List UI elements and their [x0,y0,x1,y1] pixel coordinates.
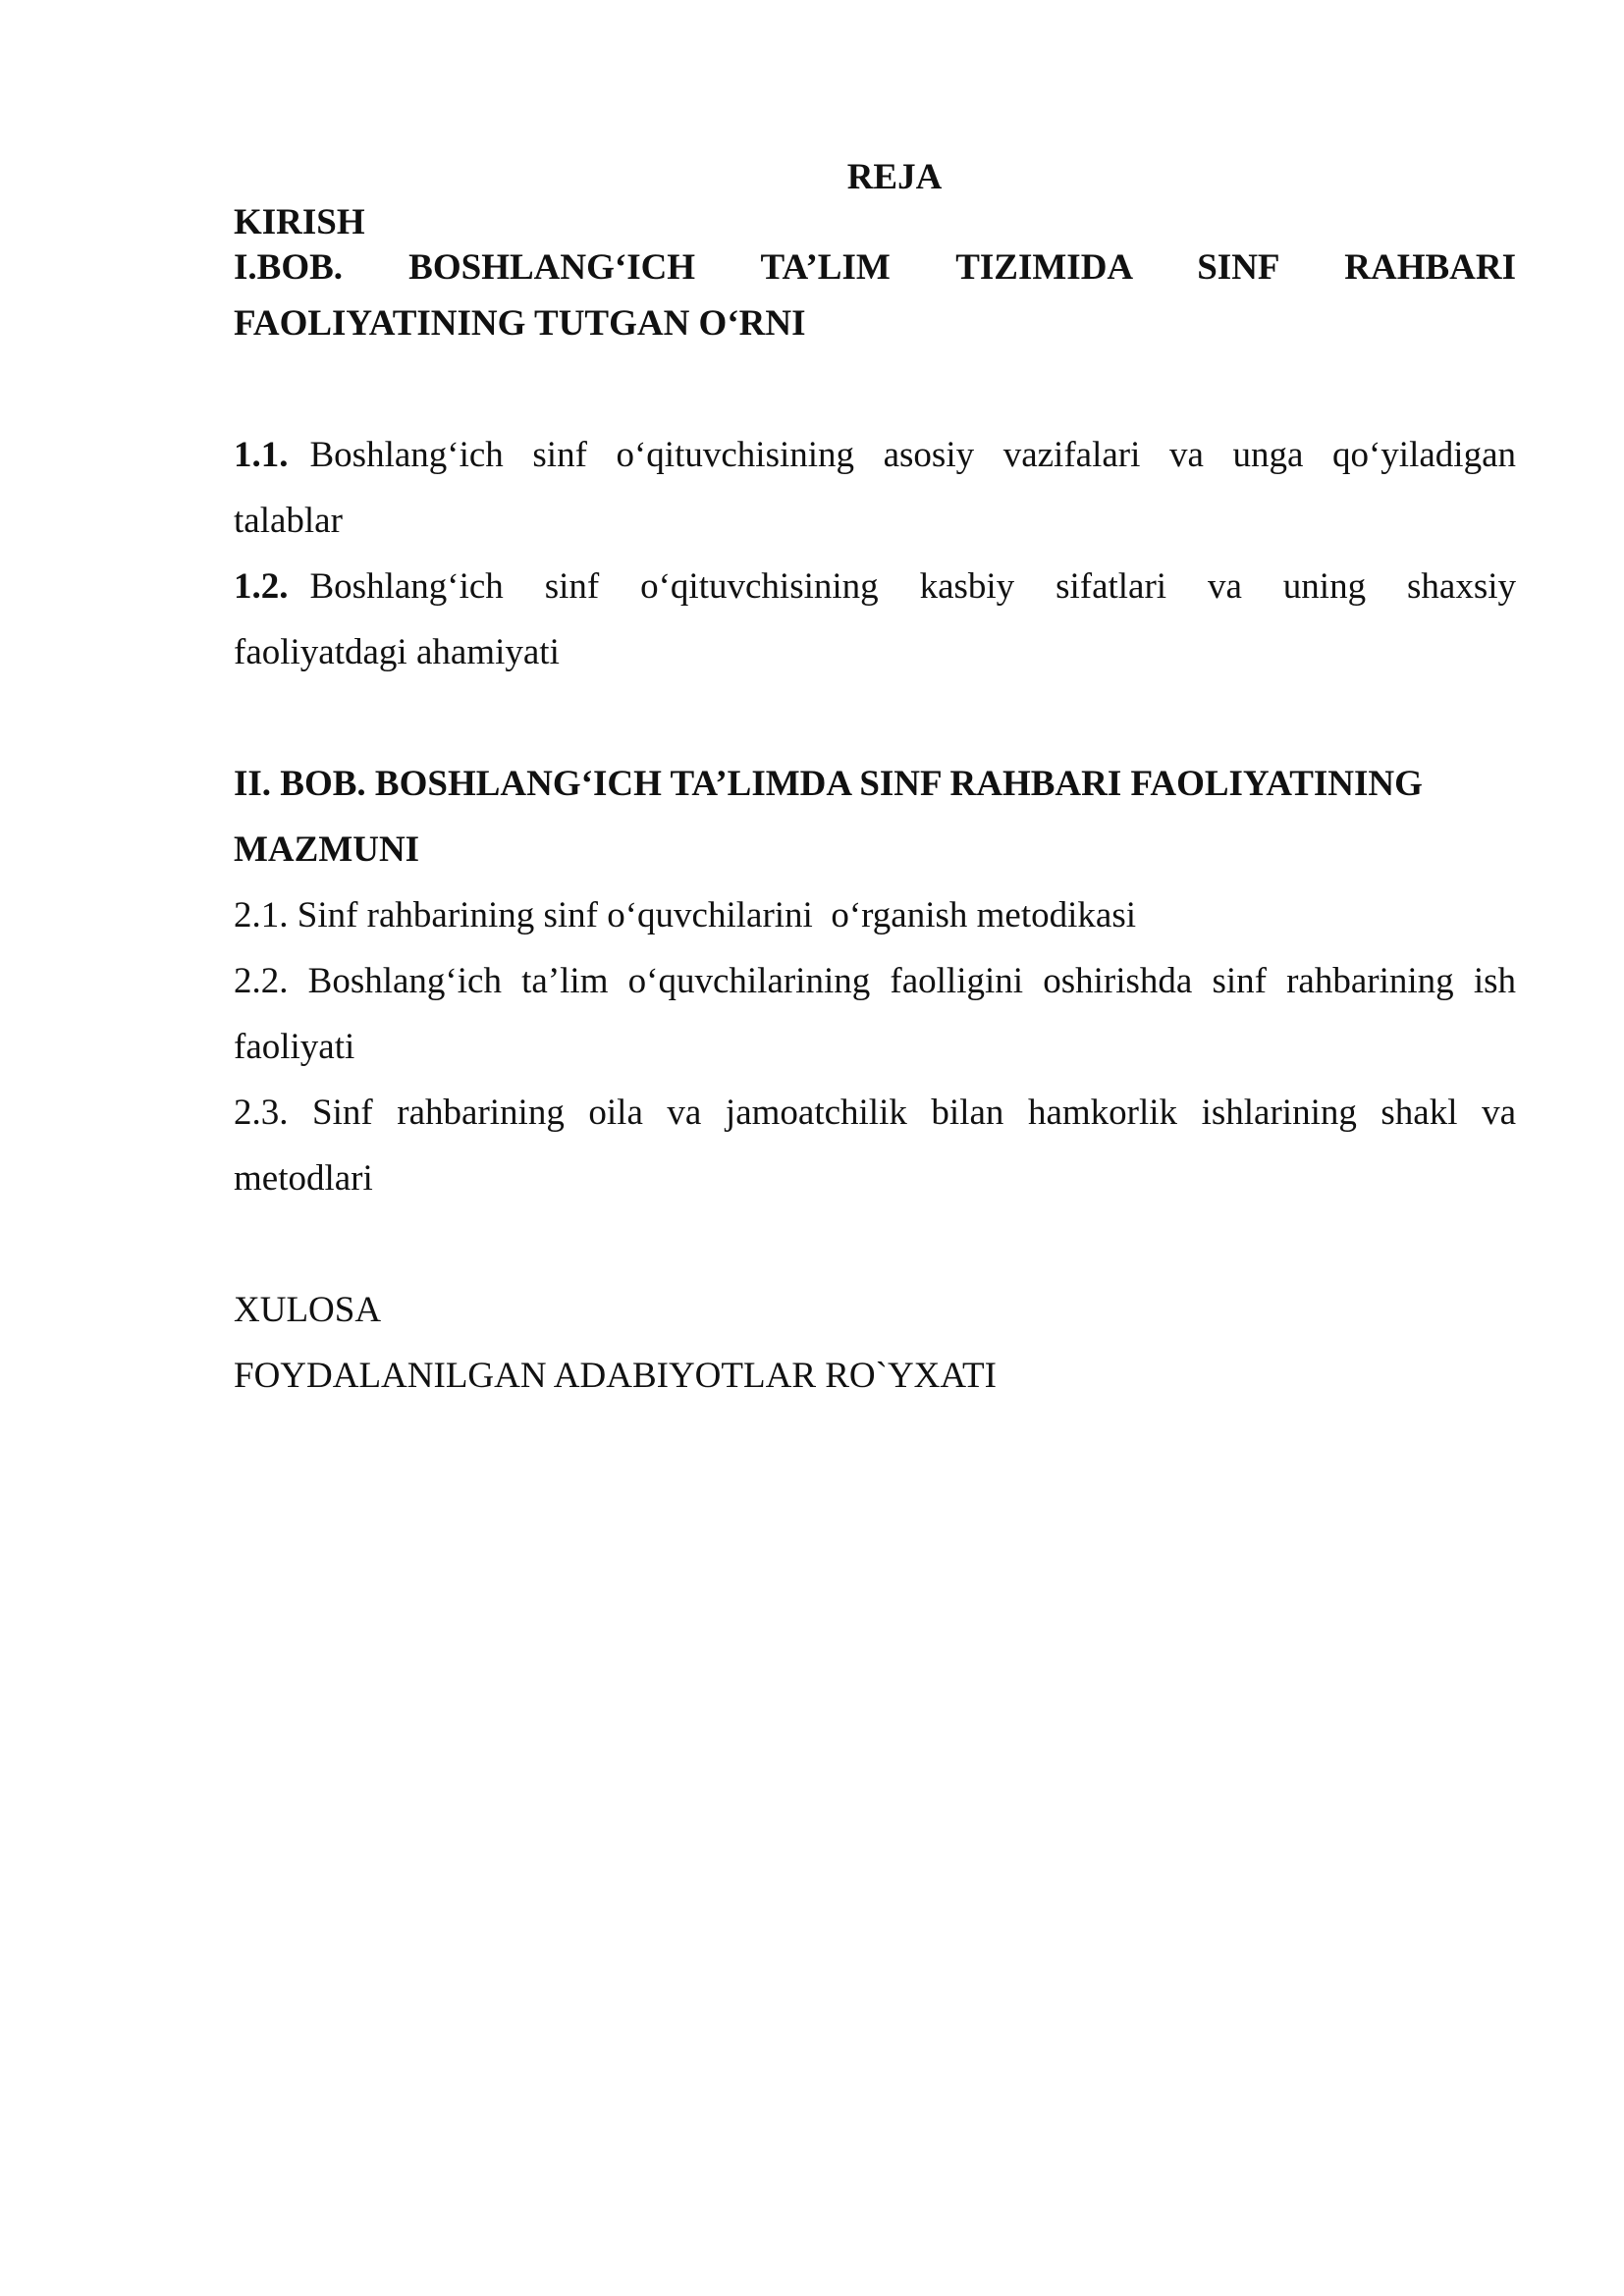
section-2-2-line2: faoliyati [234,1027,355,1067]
page-title: REJA [846,157,943,197]
section-1-1-line1 [234,422,1516,488]
section-2-3-line2: metodlari [234,1158,373,1199]
section-2-3-line1: 2.3. Sinf rahbarining oila va jamoatchilik bilan hamkorlik ishlarining shakl va [234,1093,1516,1133]
section-1-2-line1 [234,554,1516,619]
section-number: 1.2. [234,566,289,607]
spacer [234,356,1516,422]
section-number: 1.1. [234,435,289,475]
section-2-2-line1: 2.2. Boshlang‘ich ta’lim o‘quvchilarining faolligini oshirishda sinf rahbarining ish [234,961,1516,1001]
chapter1-heading-line1: I.BOB. BOSHLANG‘ICH TA’LIM TIZIMIDA SINF RAHBARI [234,247,1516,288]
section-2-1-line1: 2.1. Sinf rahbarining sinf o‘quvchilarini o‘rganish metodikasi [234,895,1137,935]
intro-heading: KIRISH [234,202,365,242]
chapter2-heading-line2: MAZMUNI [234,829,420,870]
spacer [234,1211,1516,1277]
section-1-2-line2: faoliyatdagi ahamiyati [234,632,560,672]
section-1-1-line2: talablar [234,501,343,541]
chapter2-heading-line1: II. BOB. BOSHLANG‘ICH TA’LIMDA SINF RAHBARI FAOLIYATINING [234,764,1423,804]
plan-content [234,155,1516,1409]
conclusion-heading: XULOSA [234,1290,382,1330]
section-text: Boshlang‘ich sinf o‘qituvchisining asosiy vazifalari va unga qo‘yiladigan [309,435,1516,475]
chapter1-heading-line2: FAOLIYATINING TUTGAN O‘RNI [234,303,806,344]
spacer [234,685,1516,751]
section-text: Boshlang‘ich sinf o‘qituvchisining kasbiy sifatlari va uning shaxsiy [309,566,1516,607]
references-heading: FOYDALANILGAN ADABIYOTLAR RO`YXATI [234,1356,997,1396]
